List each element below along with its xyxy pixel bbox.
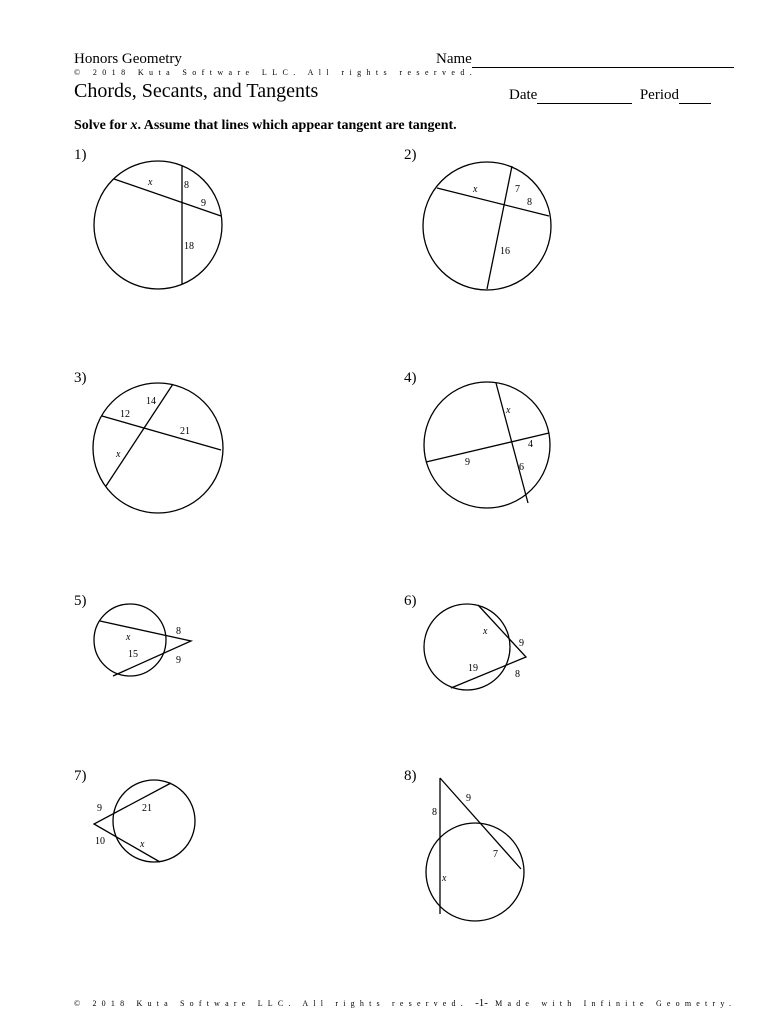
label-8-x: x [442, 873, 447, 884]
label-4-x: x [506, 405, 511, 416]
label-6-8: 8 [515, 669, 520, 680]
label-8-9: 9 [466, 793, 471, 804]
label-6-x: x [483, 626, 488, 637]
chord-4b [496, 383, 528, 503]
date-label: Date [509, 87, 538, 103]
instructions-suffix: . Assume that lines which appear tangent are tangent. [137, 118, 457, 133]
label-7-x: x [140, 839, 145, 850]
label-1-18: 18 [184, 241, 194, 252]
copyright-top: © 2018 Kuta Software LLC. All rights reserved. [74, 68, 478, 77]
instructions-variable: x [130, 118, 138, 133]
label-7-9: 9 [97, 803, 102, 814]
name-label: Name [436, 51, 472, 67]
label-4-4: 4 [528, 439, 533, 450]
label-5-9: 9 [176, 655, 181, 666]
circle-8 [426, 823, 524, 921]
chord-2a [437, 188, 549, 216]
circle-6 [424, 604, 510, 690]
course-name: Honors Geometry [74, 51, 182, 67]
label-8-7: 7 [493, 849, 498, 860]
label-3-12: 12 [120, 409, 130, 420]
circle-1 [94, 161, 222, 289]
label-1-8: 8 [184, 180, 189, 191]
problem-number-5: 5) [74, 593, 87, 609]
period-label: Period [639, 87, 679, 103]
problem-number-4: 4) [404, 370, 417, 386]
label-3-x: x [116, 449, 121, 460]
label-1-x: x [148, 177, 153, 188]
figure-2 [423, 162, 551, 290]
worksheet-title: Chords, Secants, and Tangents [74, 80, 319, 102]
label-4-6: 6 [519, 462, 524, 473]
problem-number-6: 6) [404, 593, 417, 609]
chord-3a [102, 416, 221, 450]
figure-6 [424, 604, 526, 690]
secants-7 [94, 783, 171, 862]
instructions-prefix: Solve for [74, 118, 131, 133]
label-3-14: 14 [146, 396, 156, 407]
label-7-21: 21 [142, 803, 152, 814]
figure-1 [94, 161, 222, 289]
footer-made-with: Made with Infinite Geometry. [495, 999, 737, 1008]
secant-8 [440, 778, 521, 869]
label-2-x: x [473, 184, 478, 195]
label-5-8: 8 [176, 626, 181, 637]
footer [74, 997, 736, 1009]
label-2-7: 7 [515, 184, 520, 195]
label-4-9: 9 [465, 457, 470, 468]
footer-copyright: © 2018 Kuta Software LLC. All rights reserved. [74, 999, 468, 1008]
chord-2b [487, 166, 512, 289]
figure-4 [424, 382, 550, 508]
figure-3 [93, 383, 223, 513]
figure-5 [94, 604, 191, 676]
label-8-8: 8 [432, 807, 437, 818]
label-3-21: 21 [180, 426, 190, 437]
label-2-16: 16 [500, 246, 510, 257]
label-2-8: 8 [527, 197, 532, 208]
figure-8 [426, 778, 524, 921]
label-5-x: x [126, 632, 131, 643]
problem-number-1: 1) [74, 147, 87, 163]
label-7-10: 10 [95, 836, 105, 847]
footer-page-mark: -1- [475, 997, 488, 1009]
label-1-9: 9 [201, 198, 206, 209]
label-6-19: 19 [468, 663, 478, 674]
label-5-15: 15 [128, 649, 138, 660]
circle-3 [93, 383, 223, 513]
problem-number-7: 7) [74, 768, 87, 784]
problem-number-3: 3) [74, 370, 87, 386]
problem-number-2: 2) [404, 147, 417, 163]
circle-2 [423, 162, 551, 290]
problem-number-8: 8) [404, 768, 417, 784]
chord-3b [106, 384, 173, 486]
figure-7 [94, 780, 195, 862]
label-6-9: 9 [519, 638, 524, 649]
